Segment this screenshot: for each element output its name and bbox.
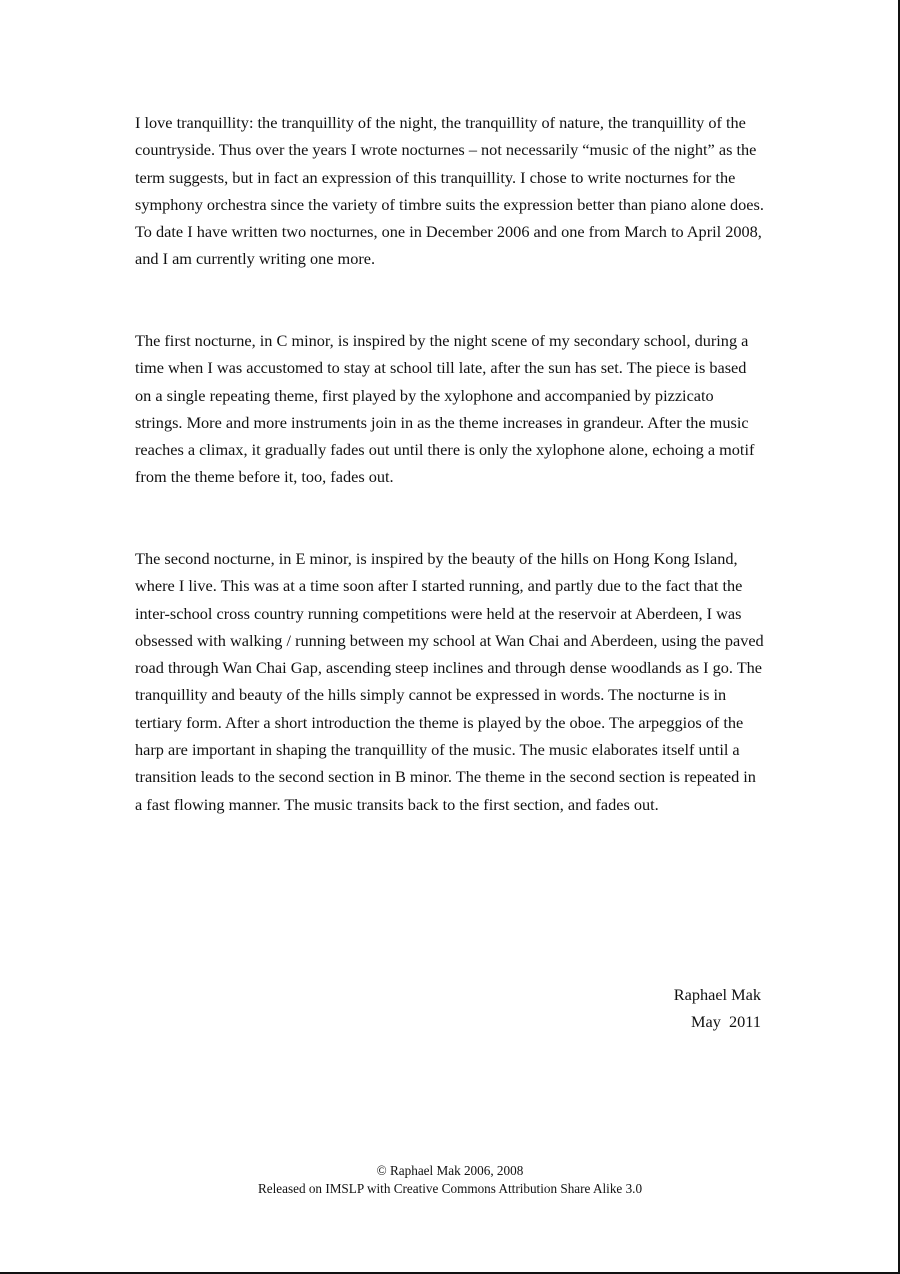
- copyright-notice: © Raphael Mak 2006, 2008: [376, 1163, 524, 1178]
- author-name: Raphael Mak: [673, 985, 761, 1004]
- signature-block: [674, 981, 761, 1036]
- paragraph-second-nocturne: The second nocturne, in E minor, is inspired by the beauty of the hills on Hong Kong Island, where I live. This was at a time soon after I started running, and partly due to the fact that the inter-school cross country running competitions were held at the reservoir at Aberdeen, I was obsessed with walking / running between my school at Wan Chai and Aberdeen, using the paved road through Wan Chai Gap, ascending steep inclines and through dense woodlands as I go. The tranquillity and beauty of the hills simply cannot be expressed in words. The nocturne is in tertiary form. After a short introduction the theme is played by the oboe. The arpeggios of the harp are important in shaping the tranquillity of the music. The music elaborates itself until a transition leads to the second section in B minor. The theme in the second section is repeated in a fast flowing manner. The music transits back to the first section, and fades out.: [135, 549, 764, 814]
- signature-date: May 2011: [691, 1012, 761, 1032]
- paragraph-first-nocturne: The first nocturne, in C minor, is inspired by the night scene of my secondary school, during a time when I was accustomed to stay at school till late, after the sun has set. The piece is based on a single repeating theme, first played by the xylophone and accompanied by pizzicato strings. More and more instruments join in as the theme increases in grandeur. After the music reaches a climax, it gradually fades out until there is only the xylophone alone, echoing a motif from the theme before it, too, fades out.: [135, 331, 755, 487]
- footer: [0, 1162, 900, 1198]
- paragraph-intro: I love tranquillity: the tranquillity of the night, the tranquillity of nature, the tranquillity of the countryside. Thus over the years I wrote nocturnes – not necessarily “music of the night” as the term suggests, but in fact an expression of this tranquillity. I chose to write nocturnes for the symphony orchestra since the variety of timbre suits the expression better than piano alone does. To date I have written two nocturnes, one in December 2006 and one from March to April 2008, and I am currently writing one more.: [135, 113, 764, 269]
- license-notice: Released on IMSLP with Creative Commons Attribution Share Alike 3.0: [257, 1181, 643, 1196]
